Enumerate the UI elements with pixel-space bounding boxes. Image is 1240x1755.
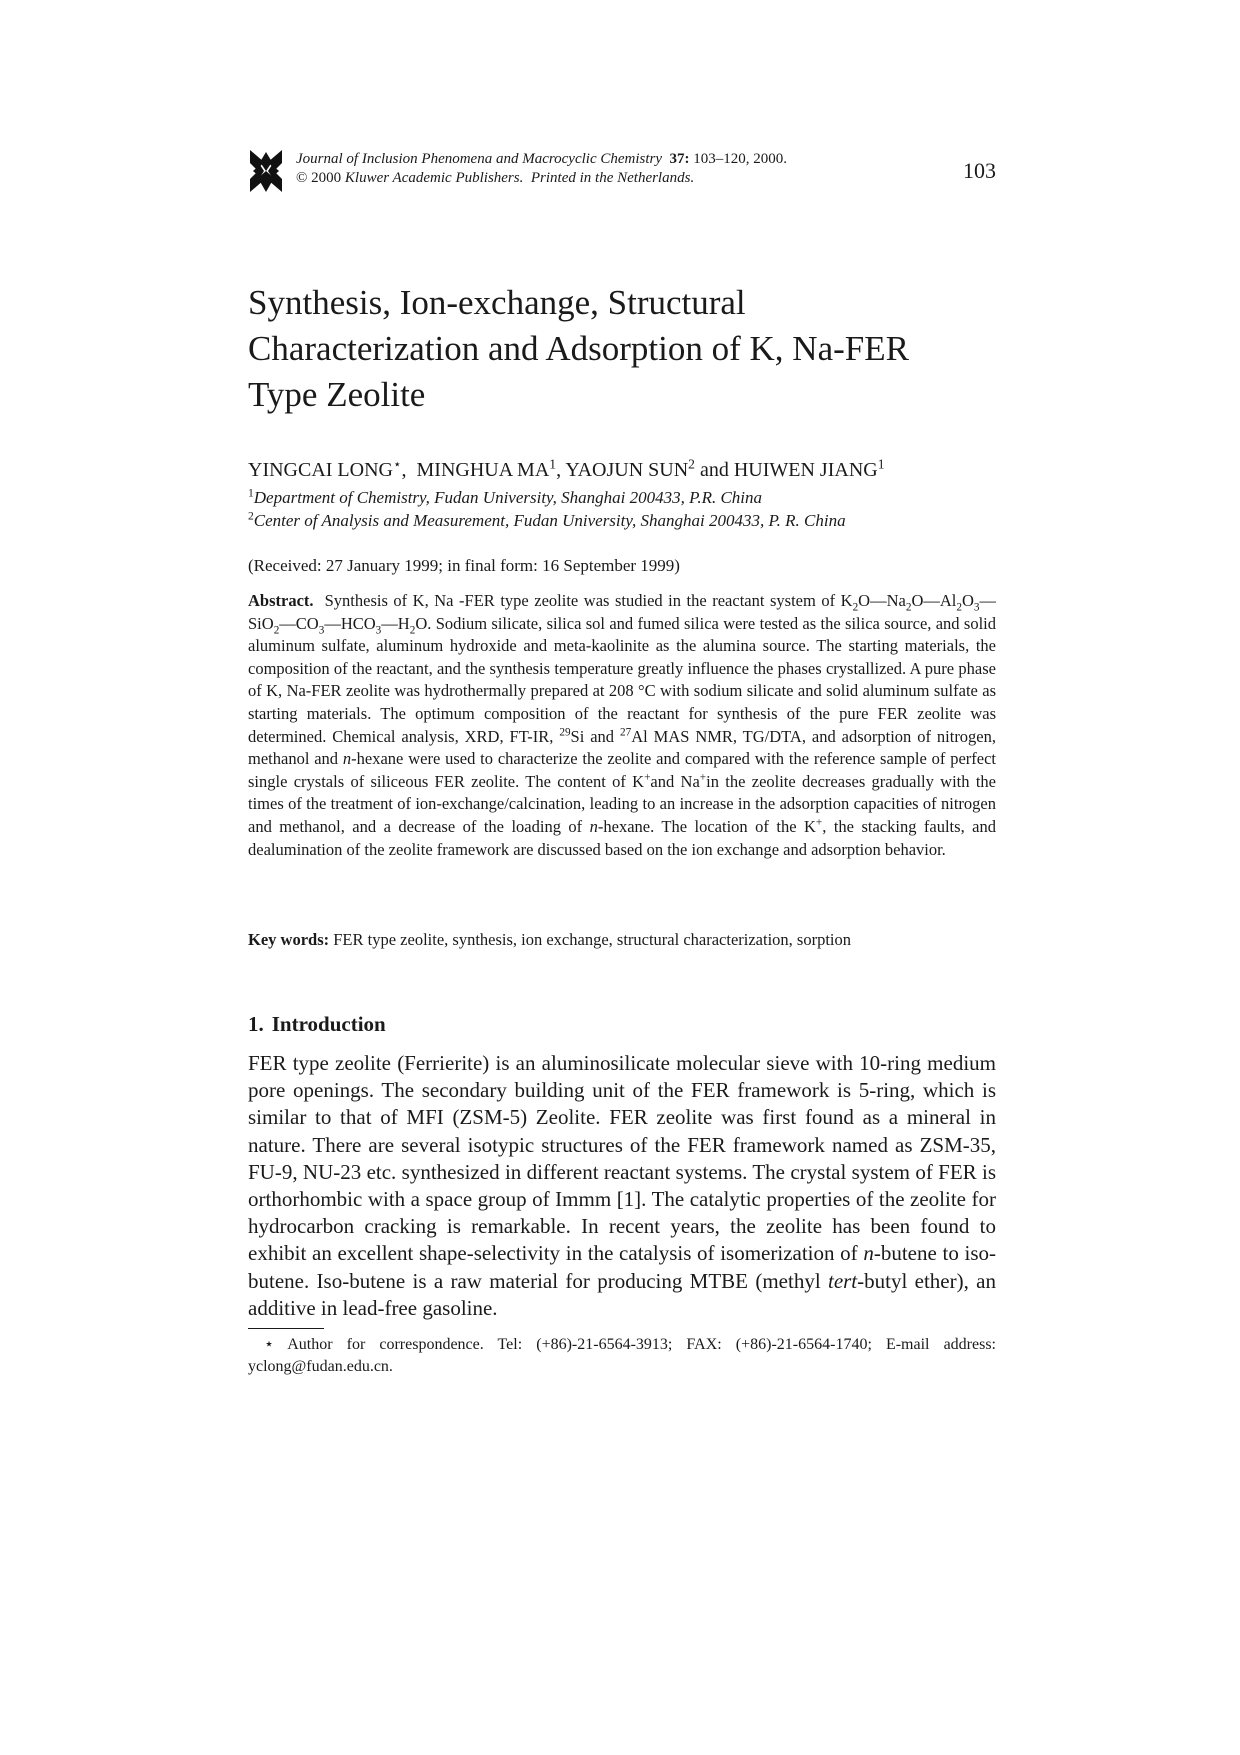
abstract-text: —CO bbox=[279, 613, 319, 633]
keywords-text: FER type zeolite, synthesis, ion exchange, structural characterization, sorption bbox=[333, 930, 852, 949]
section-title: Introduction bbox=[271, 1012, 386, 1036]
superscript: + bbox=[699, 771, 707, 784]
intro-text: FER type zeolite (Ferrierite) is an aluminosilicate molecular sieve with 10-ring medium pore openings. The secondary building unit of the FER framework is 5-ring, which is similar to that of MFI (ZSM-5) Zeolite. FER zeolite was first found as a mineral in nature. There are several isotypic structures of the FER framework named as ZSM-35, FU-9, NU-23 etc. synthesized in different reactant systems. The crystal system of FER is orthorhombic with a space group of Immm [1]. The catalytic properties of the zeolite for hydrocarbon cracking is remarkable. In recent years, the zeolite has been found to exhibit an excellent shape-selectivity in the catalysis of isomerization of bbox=[248, 1051, 996, 1266]
journal-name: Journal of Inclusion Phenomena and Macrocyclic Chemistry bbox=[296, 151, 663, 167]
author-2: MINGHUA MA bbox=[416, 459, 550, 481]
affiliation-2-text: Center of Analysis and Measurement, Fudan University, Shanghai 200433, P. R. China bbox=[253, 511, 846, 530]
abstract-text: O. Sodium silicate, silica sol and fumed silica were tested as the silica source, and solid aluminum sulfate, aluminum hydroxide and meta-kaolinite as the alumina source. The starting materials, the composition of the reactant, and the synthesis temperature greatly influence the phases crystallized. A pure phase of K, Na-FER zeolite was hydrothermally prepared at 208 °C with sodium silicate and solid aluminum sulfate as starting materials. The optimum composition of the reactant for synthesis of the pure FER zeolite was determined. Chemical analysis, XRD, FT-IR, bbox=[248, 613, 996, 746]
copyright-year: 2000 bbox=[311, 170, 342, 186]
journal-header bbox=[248, 148, 996, 196]
author-3-mark: 2 bbox=[688, 456, 695, 472]
abstract-text: -hexane were used to characterize the zeolite and compared with the reference sample of perfect single crystals of siliceous FER zeolite. The content of K bbox=[248, 749, 996, 791]
abstract-text: and Na bbox=[650, 771, 700, 791]
kluwer-logo-icon bbox=[248, 148, 284, 194]
abstract-text: Si and bbox=[570, 726, 615, 746]
superscript: + bbox=[644, 771, 651, 784]
subscript: 2 bbox=[956, 601, 962, 614]
italic-tert: tert bbox=[827, 1268, 858, 1293]
journal-volume: 37: bbox=[669, 151, 690, 167]
author-2-mark: 1 bbox=[549, 456, 557, 472]
italic-n: n bbox=[589, 816, 598, 836]
author-list: YINGCAI LONG⋆, MINGHUA $MA^1$, YAOJUN SUN$^2$ and HUIWEN JIANG$^1$ bbox=[248, 456, 885, 481]
author-3: YAOJUN SUN bbox=[565, 459, 689, 481]
subscript: 3 bbox=[375, 623, 382, 636]
publisher: Kluwer Academic Publishers. bbox=[344, 170, 524, 186]
author-4-mark: 1 bbox=[877, 456, 885, 472]
abstract-text: -hexane. The location of the K bbox=[597, 816, 816, 836]
copyright-symbol: © bbox=[296, 170, 308, 186]
superscript: 29 bbox=[559, 726, 571, 739]
journal-pages: 103–120, 2000. bbox=[693, 151, 788, 167]
subscript: 2 bbox=[273, 623, 280, 636]
abstract-text: —HCO bbox=[324, 613, 376, 633]
journal-line-2 bbox=[296, 169, 787, 188]
subscript: 3 bbox=[318, 623, 325, 636]
italic-n: n bbox=[863, 1241, 874, 1266]
superscript: + bbox=[815, 816, 823, 829]
keywords bbox=[248, 930, 851, 950]
abstract-text: —H bbox=[381, 613, 410, 633]
footnote bbox=[248, 1334, 996, 1378]
subscript: 3 bbox=[973, 601, 980, 614]
page-number: 103 bbox=[963, 158, 996, 183]
abstract-text: Synthesis of K, Na -FER type zeolite was studied in the reactant system of K bbox=[324, 591, 853, 610]
title-line-2: Characterization and Adsorption of K, Na-FER bbox=[248, 329, 909, 368]
section-number: 1. bbox=[248, 1012, 264, 1036]
title-line-3: Type Zeolite bbox=[248, 375, 426, 414]
abstract-text: O—Al bbox=[911, 591, 957, 610]
abstract-text: , the stacking faults, and dealumination of the zeolite framework are discussed based on the ion exchange and adsorption behavior. bbox=[248, 816, 996, 859]
affiliation-1-text: Department of Chemistry, Fudan University, Shanghai 200433, P.R. China bbox=[253, 488, 763, 507]
title-line-1: Synthesis, Ion-exchange, Structural bbox=[248, 283, 746, 322]
author-4: HUIWEN JIANG bbox=[733, 459, 878, 481]
affiliation-1 bbox=[248, 488, 762, 508]
journal-line-1 bbox=[296, 150, 787, 169]
subscript: 2 bbox=[905, 601, 912, 614]
printed-note: Printed in the Netherlands. bbox=[530, 170, 695, 186]
affiliation-1-mark: 1 bbox=[248, 486, 254, 500]
intro-text: -butene to iso-butene. Iso-butene is a raw material for producing MTBE (methyl bbox=[248, 1241, 996, 1293]
abstract-text: O bbox=[961, 591, 974, 610]
superscript: 27 bbox=[620, 726, 632, 739]
affiliation-2 bbox=[248, 511, 846, 531]
keywords-label: Key words: bbox=[248, 930, 330, 949]
abstract-text: O—Na bbox=[858, 591, 906, 610]
subscript: 2 bbox=[409, 623, 416, 636]
italic-n: n bbox=[342, 749, 352, 769]
author-1-mark: ⋆ bbox=[392, 456, 402, 472]
footnote-text: Author for correspondence. Tel: (+86)-21-6564-3913; FAX: (+86)-21-6564-1740; E-mail address: yclong@fudan.edu.cn. bbox=[248, 1336, 997, 1375]
introduction-paragraph bbox=[248, 1050, 996, 1322]
subscript: 2 bbox=[852, 601, 859, 614]
footnote-mark: ⋆ bbox=[264, 1336, 275, 1353]
author-1: YINGCAI LONG bbox=[248, 459, 393, 481]
received-dates: (Received: 27 January 1999; in final form: 16 September 1999) bbox=[248, 556, 680, 575]
abstract-text: Al MAS NMR, TG/DTA, and adsorption of nitrogen, methanol and bbox=[248, 726, 997, 769]
abstract-text: in the zeolite decreases gradually with the times of the treatment of ion-exchange/calcination, leading to an increase in the adsorption capacities of nitrogen and methanol, and a decrease of the loading of bbox=[248, 771, 996, 836]
footnote-rule bbox=[248, 1328, 324, 1329]
journal-citation bbox=[296, 150, 787, 188]
abstract-text: —SiO bbox=[248, 591, 996, 633]
intro-text: -butyl ether), an additive in lead-free gasoline. bbox=[248, 1268, 996, 1320]
author-conjunction: and bbox=[699, 459, 729, 481]
abstract bbox=[248, 590, 996, 861]
paper-title bbox=[248, 280, 1008, 418]
section-heading-introduction bbox=[248, 1012, 386, 1037]
abstract-label: Abstract. bbox=[248, 591, 314, 610]
affiliation-2-mark: 2 bbox=[248, 509, 254, 523]
